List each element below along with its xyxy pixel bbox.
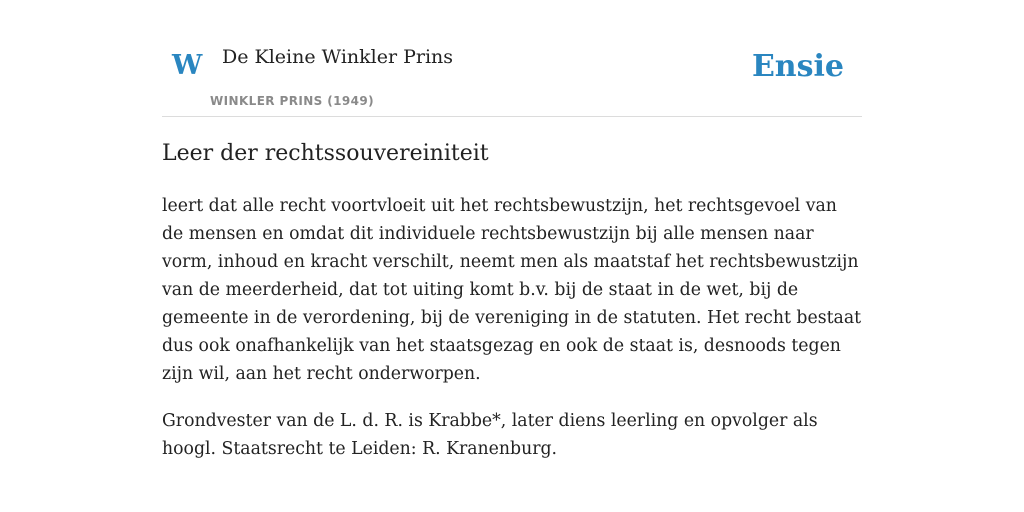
source-subtitle: WINKLER PRINS (1949) [210, 94, 375, 108]
entry-card [162, 0, 862, 512]
entry-paragraph: Grondvester van de L. d. R. is Krabbe*, later diens leerling en opvolger als hoogl. Staatsrecht te Leiden: R. Kranenburg. [162, 411, 818, 459]
entry-body [162, 192, 862, 482]
source-title[interactable]: De Kleine Winkler Prins [222, 46, 454, 68]
entry-title: Leer der rechtssouvereiniteit [162, 141, 489, 166]
ensie-logo-link[interactable]: Ensie [751, 49, 844, 84]
source-logo-icon: W [172, 50, 203, 81]
source-header [162, 0, 862, 117]
entry-paragraph: leert dat alle recht voortvloeit uit het rechtsbewustzijn, het rechtsgevoel van de mensen en omdat dit individuele rechtsbewustzijn bij alle mensen naar vorm, inhoud en kracht verschilt, neemt men als maatstaf het rechtsbewustzijn van de meerderheid, dat tot uiting komt b.v. bij de staat in de wet, bij de gemeente in de verordening, bij de vereniging in de statuten. Het recht bestaat dus ook onafhankelijk van het staatsgezag en ook de staat is, desnoods tegen zijn wil, aan het recht onderworpen. [162, 196, 862, 384]
